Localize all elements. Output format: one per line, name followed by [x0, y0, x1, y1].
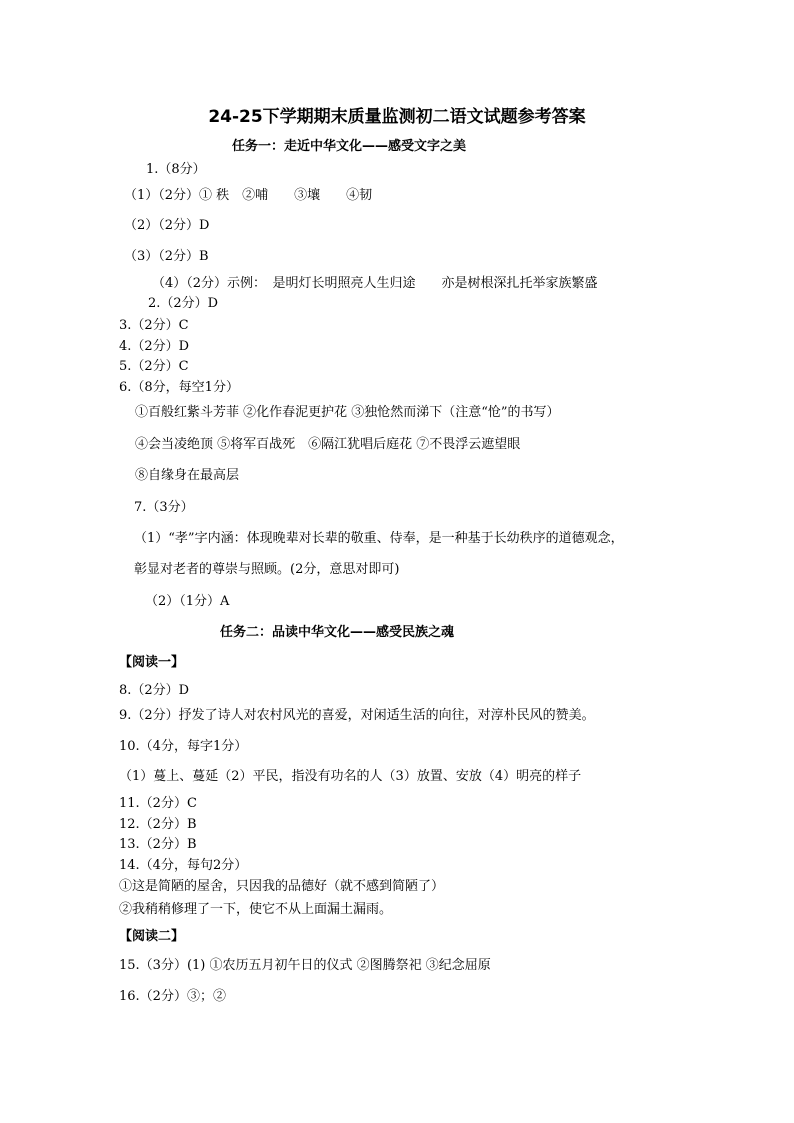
q7-header: 7.（3分） — [134, 500, 194, 515]
q10-header: 10.（4分，每字1分） — [119, 739, 248, 754]
q15-answer: 15.（3分）(1) ①农历五月初午日的仪式 ②图腾祭祀 ③纪念屈原 — [119, 958, 491, 973]
q5-answer: 5.（2分）C — [119, 359, 189, 374]
page-title: 24-25下学期期末质量监测初二语文试题参考答案 — [208, 107, 586, 127]
q1-answer-4: （4）（2分）示例： 是明灯长明照亮人生归途 亦是树根深扎托举家族繁盛 — [152, 276, 598, 291]
q6-answers-row-2: ④会当凌绝顶 ⑤将军百战死 ⑥隔江犹唱后庭花 ⑦不畏浮云遮望眼 — [135, 437, 521, 452]
q1-answer-3: （3）（2分）B — [124, 249, 209, 264]
q9-answer: 9.（2分）抒发了诗人对农村风光的喜爱，对闲适生活的向往，对淳朴民风的赞美。 — [119, 708, 595, 723]
q3-answer: 3.（2分）C — [119, 318, 189, 333]
q7-answer-1b: 彰显对老者的尊崇与照顾。(2分，意思对即可) — [134, 562, 400, 577]
q13-answer: 13.（2分）B — [119, 837, 197, 852]
q7-answer-2: （2）（1分）A — [145, 594, 230, 609]
q14-answer-1: ①这是简陋的屋舍，只因我的品德好（就不感到简陋了） — [119, 879, 445, 894]
q1-header: 1.（8分） — [146, 162, 206, 177]
q11-answer: 11.（2分）C — [119, 796, 197, 811]
q6-answers-row-1: ①百般红紫斗芳菲 ②化作春泥更护花 ③独怆然而涕下（注意“怆”的书写） — [135, 405, 560, 420]
q8-answer: 8.（2分）D — [119, 683, 190, 698]
q16-answer: 16.（2分）③；② — [119, 989, 226, 1004]
reading2-heading: 【阅读二】 — [119, 929, 185, 944]
reading1-heading: 【阅读一】 — [119, 655, 185, 670]
q6-answers-row-3: ⑧自缘身在最高层 — [135, 468, 240, 483]
q14-header: 14.（4分，每句2分） — [119, 858, 248, 873]
q10-answer: （1）蔓上、蔓延（2）平民，指没有功名的人（3）放置、安放（4）明亮的样子 — [119, 769, 582, 784]
q1-answer-2: （2）（2分）D — [124, 218, 210, 233]
q1-answer-1: （1）（2分）① 秩 ②哺 ③壤 ④韧 — [124, 188, 373, 203]
q4-answer: 4.（2分）D — [119, 339, 190, 354]
q2-answer: 2.（2分）D — [148, 296, 219, 311]
q7-answer-1a: （1）“孝”字内涵：体现晚辈对长辈的敬重、侍奉，是一种基于长幼秩序的道德观念， — [134, 531, 624, 546]
task2-heading: 任务二：品读中华文化——感受民族之魂 — [220, 625, 455, 640]
q12-answer: 12.（2分）B — [119, 817, 197, 832]
q6-header: 6.（8分，每空1分） — [119, 380, 239, 395]
task1-heading: 任务一：走近中华文化——感受文字之美 — [232, 139, 467, 154]
q14-answer-2: ②我稍稍修理了一下，使它不从上面漏土漏雨。 — [119, 902, 393, 917]
